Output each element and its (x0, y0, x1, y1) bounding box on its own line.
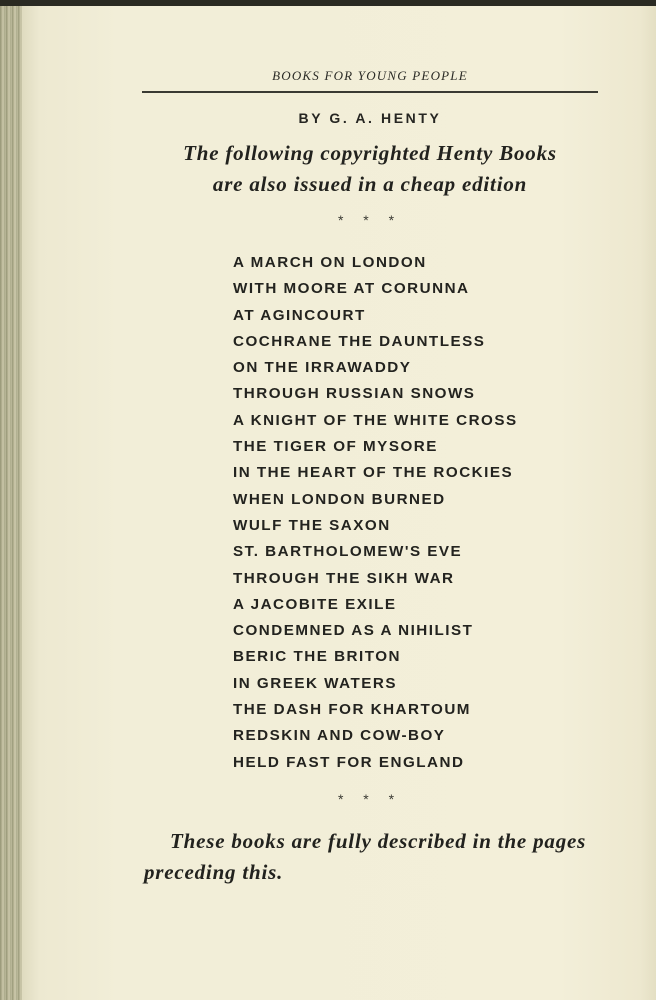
list-item: IN GREEK WATERS (233, 674, 397, 692)
list-item: A KNIGHT OF THE WHITE CROSS (233, 411, 518, 429)
list-item: ST. BARTHOLOMEW'S EVE (233, 543, 463, 561)
list-item: A JACOBITE EXILE (233, 595, 397, 613)
list-item: COCHRANE THE DAUNTLESS (233, 332, 486, 350)
list-item: AT AGINCOURT (233, 306, 366, 324)
list-item: THE TIGER OF MYSORE (233, 438, 438, 456)
list-item: THROUGH RUSSIAN SNOWS (233, 385, 476, 403)
list-item: HELD FAST FOR ENGLAND (233, 753, 465, 771)
list-item: CONDEMNED AS A NIHILIST (233, 622, 474, 640)
list-item: WULF THE SAXON (233, 516, 391, 534)
list-item: A MARCH ON LONDON (233, 254, 427, 271)
intro-line-1: The following copyrighted Henty Books (183, 141, 557, 165)
list-item: THE DASH FOR KHARTOUM (233, 701, 471, 719)
author-line: BY G. A. HENTY (298, 110, 442, 126)
list-item: REDSKIN AND COW-BOY (233, 727, 446, 745)
list-item: IN THE HEART OF THE ROCKIES (233, 464, 514, 482)
intro-paragraph (130, 138, 610, 200)
list-item: THROUGH THE SIKH WAR (233, 569, 455, 587)
ornament-stars-top: * * * (337, 212, 403, 228)
top-shadow (0, 0, 656, 6)
list-item: ON THE IRRAWADDY (233, 359, 412, 377)
header-rule (142, 91, 598, 93)
list-item: WITH MOORE AT CORUNNA (233, 280, 470, 298)
book-title-list (233, 250, 518, 776)
list-item: BERIC THE BRITON (233, 648, 402, 666)
outro-paragraph: These books are fully described in the pages preceding this. (144, 829, 587, 884)
list-item: WHEN LONDON BURNED (233, 490, 446, 508)
intro-line-2: are also issued in a cheap edition (212, 172, 528, 196)
ornament-stars-bottom: * * * (337, 791, 403, 807)
running-head: BOOKS FOR YOUNG PEOPLE (272, 68, 468, 83)
page-edge (0, 0, 22, 1000)
